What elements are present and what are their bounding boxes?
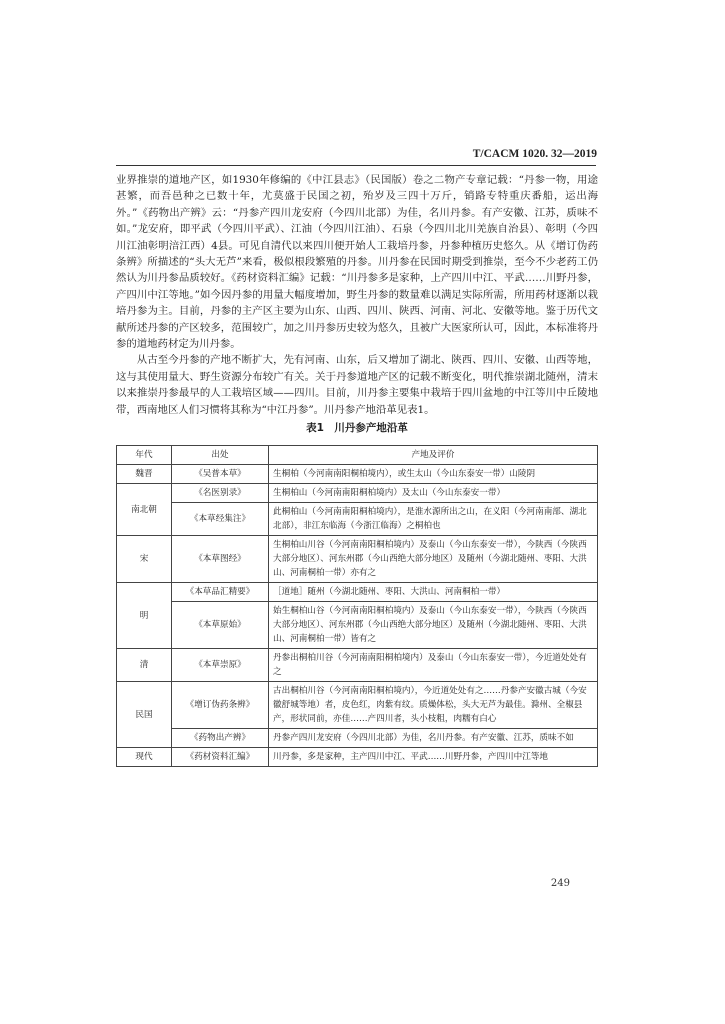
source-cell: 《本草经集注》 (172, 503, 269, 536)
region-cell: 此桐柏山（今河南南阳桐柏境内），是淮水源所出之山，在义阳（今河南南部、湖北北部），非江东临海（今浙江临海）之桐柏也 (269, 503, 598, 536)
header-source: 出处 (172, 446, 269, 465)
page-number: 249 (550, 878, 570, 889)
source-cell: 《吴普本草》 (172, 465, 269, 484)
header-rule (116, 165, 596, 166)
era-cell: 民国 (117, 682, 172, 748)
table-row (117, 536, 598, 583)
source-cell: 《药材资料汇编》 (172, 748, 269, 767)
table-row (117, 682, 598, 729)
table-caption: 表1 川丹参产地沿革 (306, 422, 408, 434)
source-cell: 《本草原始》 (172, 602, 269, 649)
table-row (117, 602, 598, 649)
standard-code: T/CACM 1020. 32—2019 (472, 148, 597, 160)
table-row (117, 503, 598, 536)
table-row (117, 649, 598, 682)
era-cell: 明 (117, 583, 172, 649)
era-cell: 清 (117, 649, 172, 682)
source-cell: 《本草崇原》 (172, 649, 269, 682)
table-row (117, 465, 598, 484)
table-row (117, 748, 598, 767)
source-cell: 《药物出产辨》 (172, 729, 269, 748)
region-cell: 丹参产四川龙安府（今四川北部）为佳，名川丹参。有产安徽、江苏，质味不如 (269, 729, 598, 748)
era-cell: 宋 (117, 536, 172, 583)
region-cell: 古出桐柏川谷（今河南南阳桐柏境内），今近道处处有之……丹参产安徽古城（今安徽舒城等地）者，皮色红，肉紫有纹。质燥体松，头大无芦为最佳。滁州、全椒县产，形状同前，亦佳……产四川者，头小枝粗，肉糯有白心 (269, 682, 598, 729)
table-row (117, 484, 598, 503)
source-cell: 《本草品汇精要》 (172, 583, 269, 602)
table-header-row (117, 446, 598, 465)
region-cell: 始生桐柏山谷（今河南南阳桐柏境内）及泰山（今山东泰安一带），今陕西（今陕西大部分地区）、河东州郡（今山西绝大部分地区）及随州（今湖北随州、枣阳、大洪山、河南桐柏一带）皆有之 (269, 602, 598, 649)
source-cell: 《名医别录》 (172, 484, 269, 503)
region-cell: 生桐柏山（今河南南阳桐柏境内）及太山（今山东泰安一带） (269, 484, 598, 503)
region-cell: 川丹参，多是家种，主产四川中江、平武……川野丹参，产四川中江等地 (269, 748, 598, 767)
era-cell: 现代 (117, 748, 172, 767)
era-cell: 魏晋 (117, 465, 172, 484)
source-cell: 《增订伪药条辨》 (172, 682, 269, 729)
region-cell: 生桐柏（今河南南阳桐柏境内），或生太山（今山东泰安一带）山陵阴 (269, 465, 598, 484)
table-row (117, 729, 598, 748)
paragraph: 从古至今丹参的产地不断扩大，先有河南、山东，后又增加了湖北、陕西、四川、安徽、山西等地，这与其使用量大、野生资源分布较广有关。关于丹参道地产区的记载不断变化，明代推崇湖北随州，清末以来推崇丹参最早的人工栽培区域——四川。目前，川丹参主要集中栽培于四川盆地的中江等川中丘陵地带，西南地区人们习惯将其称为“中江丹参”。川丹参产地沿革见表1。 (116, 354, 598, 416)
era-cell: 南北朝 (117, 484, 172, 536)
origin-history-table (116, 445, 598, 767)
paragraph: 业界推崇的道地产区，如1930年修编的《中江县志》（民国版）卷之二物产专章记载：“丹参一物，用途甚繁，而吾邑种之已数十年，尤莫盛于民国之初，殆岁及三四十万斤，销路专特重庆番船，运出海外。”《药物出产辨》云：“丹参产四川龙安府（今四川北部）为佳，名川丹参。有产安徽、江苏，质味不如。”龙安府，即平武（今四川平武）、江油（今四川江油）、石泉（今四川北川羌族自治县）、彰明（今四川江油彰明涪江西）4县。可见自清代以来四川便开始人工栽培丹参，丹参种植历史悠久。从《增订伪药条辨》所描述的“头大无芦”来看，极似根段繁殖的丹参。川丹参在民国时期受到推崇，至今不少老药工仍然认为川丹参品质较好。《药材资料汇编》记载：“川丹参多是家种，上产四川中江、平武……川野丹参，产四川中江等地。”如今因丹参的用量大幅度增加，野生丹参的数量难以满足实际所需，所用药材逐渐以栽培丹参为主。目前，丹参的主产区主要为山东、山西、四川、陕西、河南、河北、安徽等地。鉴于历代文献所述丹参的产区较多，范围较广，加之川丹参历史较为悠久，且被广大医家所认可，因此，本标准将丹参的道地药材定为川丹参。 (116, 174, 598, 351)
table-row (117, 583, 598, 602)
region-cell: 丹参出桐柏川谷（今河南南阳桐柏境内）及泰山（今山东泰安一带），今近道处处有之 (269, 649, 598, 682)
source-cell: 《本草图经》 (172, 536, 269, 583)
body-text (116, 172, 598, 418)
region-cell: 生桐柏山川谷（今河南南阳桐柏境内）及泰山（今山东泰安一带），今陕西（今陕西大部分地区）、河东州郡（今山西绝大部分地区）及随州（今湖北随州、枣阳、大洪山、河南桐柏一带）亦有之 (269, 536, 598, 583)
region-cell: ［道地］随州（今湖北随州、枣阳、大洪山、河南桐柏一带） (269, 583, 598, 602)
header-region: 产地及评价 (269, 446, 598, 465)
header-era: 年代 (117, 446, 172, 465)
